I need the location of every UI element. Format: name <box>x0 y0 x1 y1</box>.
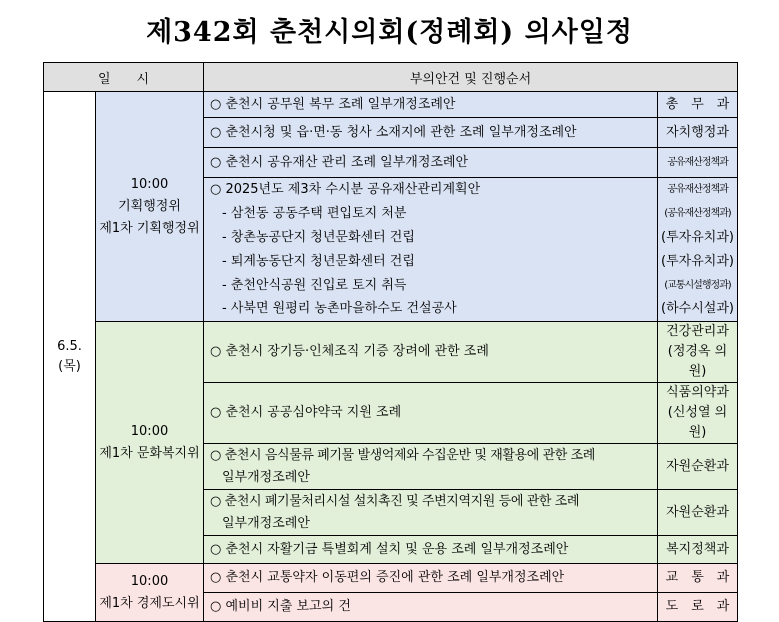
committee-name: 제1차 문화복지위 <box>99 445 200 461</box>
agenda-item <box>204 490 658 536</box>
agenda-subitem: - 춘천안식공원 진입로 토지 취득 <box>204 274 658 298</box>
schedule-table <box>43 62 738 622</box>
dept-cell: 자원순환과 <box>658 490 738 536</box>
dept-name: 건강관리과 <box>666 324 729 339</box>
dept-cell: 공유재산정책과 <box>658 148 738 178</box>
agenda-line: ○ 춘천시 음식물류 폐기물 발생억제와 수집운반 및 재활용에 관한 조례 <box>210 447 595 463</box>
agenda-subitem: - 삼천동 공동주택 편입토지 처분 <box>204 202 658 226</box>
agenda-item: ○ 춘천시청 및 읍·면·동 청사 소재지에 관한 조례 일부개정조례안 <box>204 118 658 148</box>
dept-cell: (교통시설행정과) <box>658 274 738 298</box>
session-time: 10:00 <box>130 573 169 589</box>
committee-name: 제1차 경제도시위 <box>99 595 200 611</box>
agenda-item: ○ 춘천시 공공심야약국 지원 조례 <box>204 383 658 444</box>
dept-name: 식품의약과 <box>666 385 729 400</box>
page-title: 제342회 춘천시의회(정례회) 의사일정 <box>146 17 633 48</box>
dept-cell: 도 로 과 <box>658 593 738 622</box>
dept-cell: 교 통 과 <box>658 564 738 593</box>
sponsor-name: (정경옥 의원) <box>667 344 728 379</box>
dept-cell: (투자유치과) <box>658 250 738 274</box>
agenda-item: ○ 예비비 지출 보고의 건 <box>204 593 658 622</box>
agenda-item: ○ 2025년도 제3차 수시분 공유재산관리계획안 <box>204 178 658 202</box>
date-cell <box>44 92 96 622</box>
date-weekday: (목) <box>58 358 81 374</box>
dept-cell: 공유재산정책과 <box>658 178 738 202</box>
agenda-item: ○ 춘천시 교통약자 이동편의 증진에 관한 조례 일부개정조례안 <box>204 564 658 593</box>
sponsor-name: (신성열 의원) <box>667 405 728 440</box>
agenda-item: ○ 춘천시 장기등·인체조직 기증 장려에 관한 조례 <box>204 322 658 383</box>
agenda-subitem: - 창촌농공단지 청년문화센터 건립 <box>204 226 658 250</box>
dept-cell: (하수시설과) <box>658 298 738 322</box>
agenda-item: ○ 춘천시 자활기금 특별회계 설치 및 운용 조례 일부개정조례안 <box>204 536 658 564</box>
committee-name: 기획행정위 <box>118 198 181 214</box>
table-row <box>44 322 738 383</box>
dept-cell: 총 무 과 <box>658 92 738 118</box>
session-time: 10:00 <box>130 176 169 192</box>
committee-name: 제1차 기획행정위 <box>99 220 200 236</box>
dept-cell: 복지정책과 <box>658 536 738 564</box>
header-agenda: 부의안건 및 진행순서 <box>204 63 738 92</box>
dept-cell: (공유재산정책과) <box>658 202 738 226</box>
agenda-item: ○ 춘천시 공무원 복무 조례 일부개정조례안 <box>204 92 658 118</box>
agenda-line: 일부개정조례안 <box>222 469 310 485</box>
dept-cell: 자치행정과 <box>658 118 738 148</box>
table-header-row <box>44 63 738 92</box>
dept-cell: 자원순환과 <box>658 444 738 490</box>
committee-cell <box>96 564 204 622</box>
dept-cell: (투자유치과) <box>658 226 738 250</box>
agenda-item <box>204 444 658 490</box>
dept-cell <box>658 322 738 383</box>
table-row <box>44 92 738 118</box>
date-day: 6.5. <box>57 338 82 354</box>
table-row <box>44 564 738 593</box>
agenda-line: ○ 춘천시 폐기물처리시설 설치촉진 및 주변지역지원 등에 관한 조례 <box>210 493 580 509</box>
committee-cell <box>96 92 204 322</box>
agenda-subitem: - 사북면 원평리 농촌마을하수도 건설공사 <box>204 298 658 322</box>
session-time: 10:00 <box>130 423 169 439</box>
agenda-line: 일부개정조례안 <box>222 515 310 531</box>
header-date: 일 시 <box>44 63 204 92</box>
agenda-item: ○ 춘천시 공유재산 관리 조례 일부개정조례안 <box>204 148 658 178</box>
committee-cell <box>96 322 204 564</box>
agenda-subitem: - 퇴계농동단지 청년문화센터 건립 <box>204 250 658 274</box>
dept-cell <box>658 383 738 444</box>
